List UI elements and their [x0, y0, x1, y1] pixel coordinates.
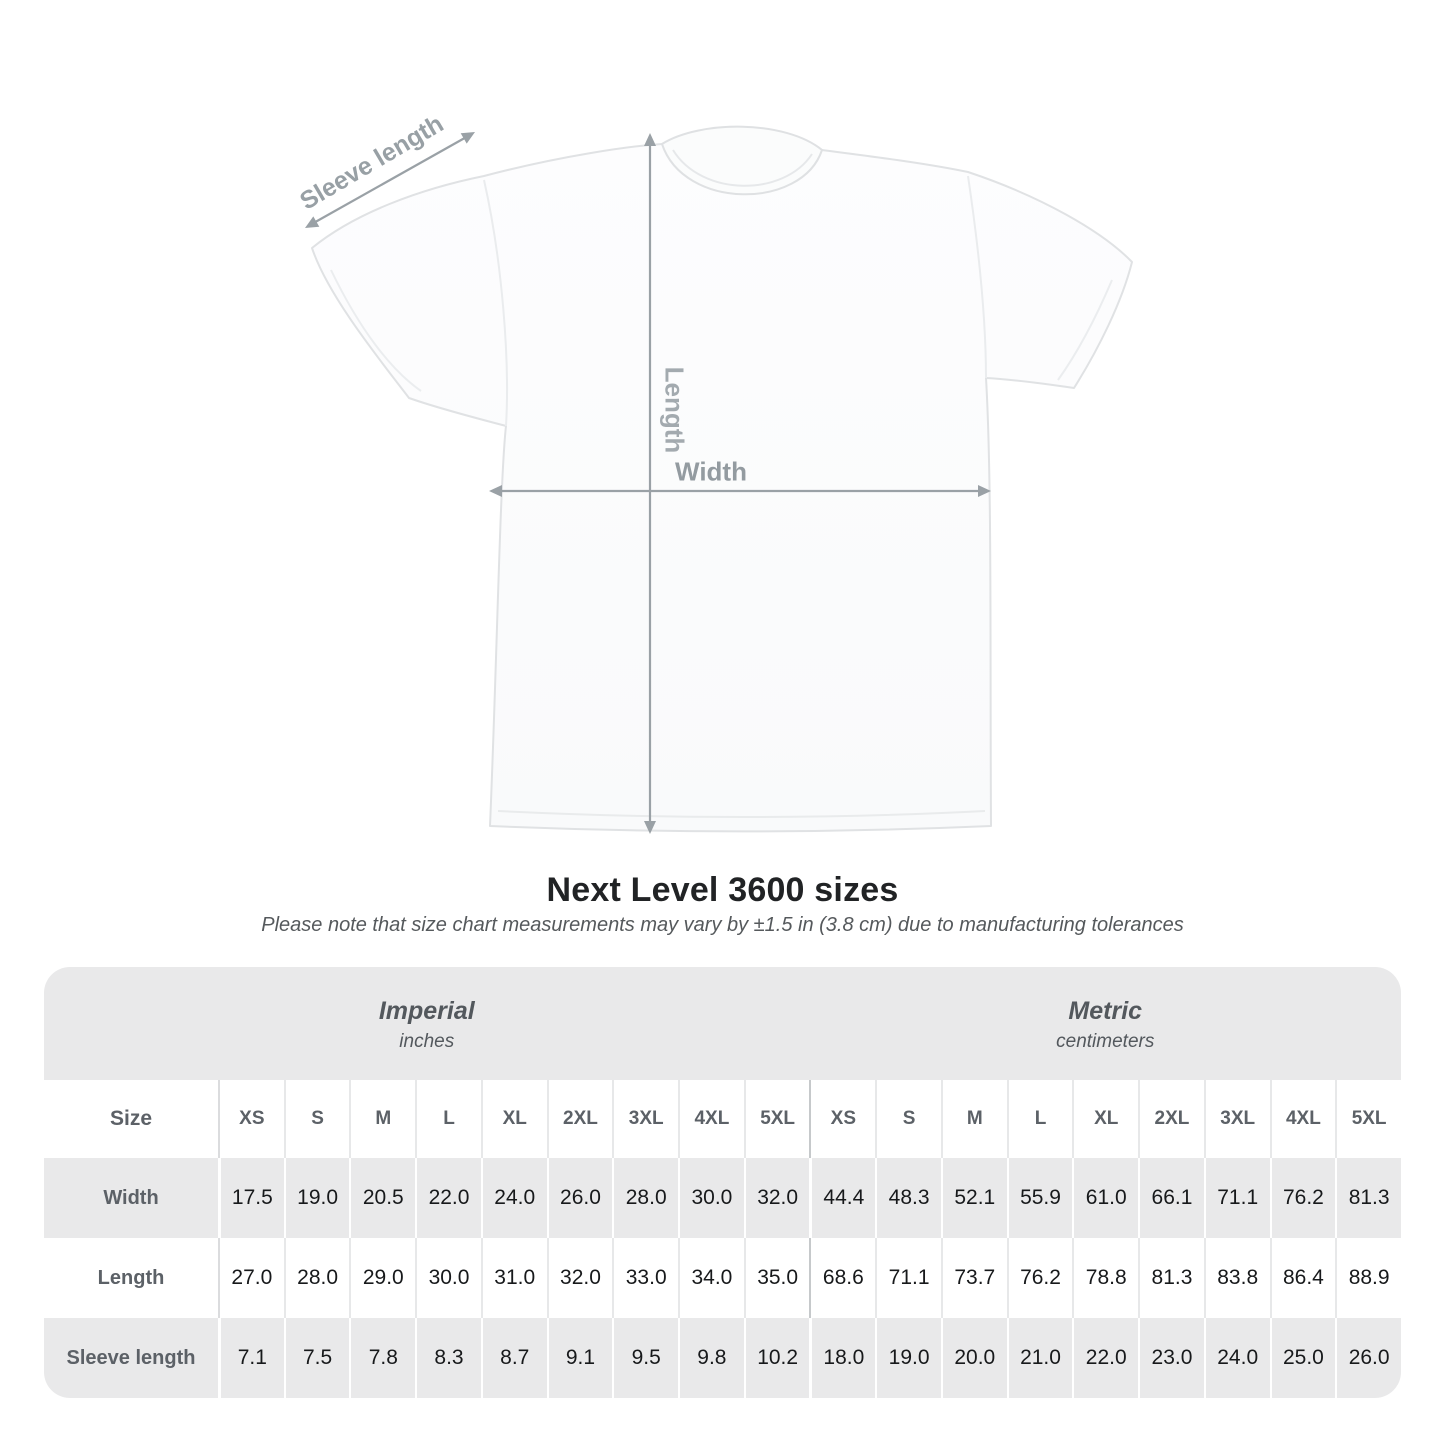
metric-value — [1270, 1238, 1336, 1318]
metric-size-header-4xl — [1270, 1080, 1336, 1158]
imperial-value — [218, 1318, 284, 1398]
row-label-text: Width — [103, 1186, 159, 1209]
metric-value — [1204, 1238, 1270, 1318]
imperial-value-text: 35.0 — [757, 1266, 799, 1289]
metric-value-text: 83.8 — [1217, 1266, 1259, 1289]
imperial-value-text: 7.8 — [368, 1346, 398, 1369]
metric-value-text: 71.1 — [1217, 1186, 1259, 1209]
imperial-size-header-xl — [481, 1080, 547, 1158]
metric-size-header-s-text: S — [902, 1108, 916, 1129]
imperial-size-header-3xl-text: 3XL — [628, 1108, 664, 1129]
imperial-value-text: 8.7 — [500, 1346, 530, 1369]
imperial-size-header-l — [415, 1080, 481, 1158]
metric-value-text: 81.3 — [1348, 1186, 1390, 1209]
imperial-group-header — [44, 967, 810, 1080]
metric-value — [941, 1318, 1007, 1398]
imperial-size-header-4xl-text: 4XL — [694, 1108, 730, 1129]
imperial-size-header-l-text: L — [443, 1108, 455, 1129]
metric-value — [1270, 1158, 1336, 1238]
imperial-value — [678, 1238, 744, 1318]
metric-size-header-4xl-text: 4XL — [1285, 1108, 1321, 1129]
metric-size-header-3xl-text: 3XL — [1220, 1108, 1256, 1129]
imperial-value-text: 28.0 — [297, 1266, 339, 1289]
metric-value-text: 73.7 — [954, 1266, 996, 1289]
imperial-value — [744, 1158, 810, 1238]
metric-value — [1072, 1238, 1138, 1318]
imperial-value — [349, 1158, 415, 1238]
imperial-value — [481, 1158, 547, 1238]
imperial-value-text: 29.0 — [362, 1266, 404, 1289]
imperial-value-text: 33.0 — [625, 1266, 667, 1289]
imperial-value-text: 17.5 — [231, 1186, 273, 1209]
metric-size-header-5xl — [1335, 1080, 1401, 1158]
metric-value — [1204, 1318, 1270, 1398]
imperial-size-header-s-text: S — [311, 1108, 324, 1129]
metric-value-text: 76.2 — [1282, 1186, 1324, 1209]
metric-size-header-l-text: L — [1034, 1108, 1047, 1129]
imperial-value-text: 30.0 — [428, 1266, 470, 1289]
size-table-body — [44, 1158, 1401, 1398]
metric-value — [1007, 1238, 1073, 1318]
page-title: Next Level 3600 sizes — [546, 871, 899, 909]
metric-value — [941, 1238, 1007, 1318]
imperial-value — [547, 1238, 613, 1318]
table-row-sleeve-length — [44, 1318, 1401, 1398]
size-corner-header — [44, 1080, 218, 1158]
tolerance-note: Please note that size chart measurements may vary by ±1.5 in (3.8 cm) due to manufacturing tolerances — [261, 914, 1184, 936]
imperial-value — [744, 1238, 810, 1318]
imperial-value-text: 19.0 — [297, 1186, 339, 1209]
table-row-length — [44, 1238, 1401, 1318]
imperial-value-text: 10.2 — [757, 1346, 799, 1369]
imperial-size-header-xs — [218, 1080, 284, 1158]
metric-value — [1138, 1318, 1204, 1398]
metric-value — [1335, 1238, 1401, 1318]
metric-size-header-2xl — [1138, 1080, 1204, 1158]
length-diagram-label: Length — [659, 366, 690, 454]
metric-value — [1138, 1238, 1204, 1318]
metric-value-text: 71.1 — [888, 1266, 930, 1289]
metric-value — [1335, 1158, 1401, 1238]
imperial-value-text: 7.5 — [302, 1346, 333, 1369]
metric-value-text: 25.0 — [1282, 1346, 1324, 1369]
imperial-value — [349, 1238, 415, 1318]
metric-value-text: 26.0 — [1348, 1346, 1390, 1369]
imperial-value — [678, 1318, 744, 1398]
metric-value — [1335, 1318, 1401, 1398]
imperial-value-text: 27.0 — [231, 1266, 273, 1289]
metric-size-header-xs-text: XS — [830, 1108, 857, 1129]
imperial-size-header-m-text: M — [375, 1108, 392, 1129]
imperial-units-label: inches — [399, 1031, 455, 1052]
imperial-size-header-2xl — [547, 1080, 613, 1158]
imperial-value-text: 32.0 — [757, 1186, 799, 1209]
metric-value-text: 61.0 — [1085, 1186, 1127, 1209]
metric-value-text: 81.3 — [1151, 1266, 1193, 1289]
metric-value — [1138, 1158, 1204, 1238]
metric-value — [809, 1158, 875, 1238]
metric-value-text: 76.2 — [1020, 1266, 1061, 1289]
imperial-value-text: 20.5 — [362, 1186, 404, 1209]
metric-value — [1007, 1318, 1073, 1398]
imperial-label: Imperial — [378, 997, 475, 1025]
metric-size-header-xl-text: XL — [1094, 1108, 1119, 1129]
imperial-value-text: 24.0 — [494, 1186, 536, 1209]
imperial-value-text: 22.0 — [428, 1186, 470, 1209]
imperial-value — [349, 1318, 415, 1398]
imperial-value — [481, 1318, 547, 1398]
imperial-value-text: 30.0 — [691, 1186, 733, 1209]
row-label — [44, 1318, 218, 1398]
metric-value — [1072, 1158, 1138, 1238]
row-label-text: Length — [97, 1266, 165, 1289]
imperial-size-header-xs-text: XS — [239, 1108, 265, 1129]
imperial-value-text: 28.0 — [625, 1186, 667, 1209]
imperial-value — [218, 1238, 284, 1318]
sleeve-length-diagram-label: Sleeve length — [295, 109, 449, 216]
imperial-size-header-4xl — [678, 1080, 744, 1158]
imperial-value-text: 34.0 — [691, 1266, 733, 1289]
metric-size-header-xs — [809, 1080, 875, 1158]
imperial-size-header-xl-text: XL — [502, 1108, 527, 1129]
imperial-value — [481, 1238, 547, 1318]
size-table — [44, 967, 1401, 1398]
metric-value-text: 78.8 — [1085, 1266, 1127, 1289]
metric-value — [1270, 1318, 1336, 1398]
metric-units-label: centimeters — [1056, 1031, 1155, 1052]
imperial-size-header-5xl — [744, 1080, 810, 1158]
metric-value — [1204, 1158, 1270, 1238]
imperial-value-text: 26.0 — [560, 1186, 601, 1209]
metric-value-text: 19.0 — [888, 1346, 930, 1369]
metric-size-header-2xl-text: 2XL — [1154, 1108, 1190, 1129]
unit-group-header-row — [44, 967, 1401, 1080]
metric-value — [941, 1158, 1007, 1238]
metric-value-text: 44.4 — [823, 1186, 865, 1209]
metric-value-text: 48.3 — [888, 1186, 930, 1209]
size-header-row — [44, 1080, 1401, 1158]
metric-value-text: 22.0 — [1085, 1346, 1127, 1369]
imperial-size-header-3xl — [612, 1080, 678, 1158]
metric-size-header-s — [875, 1080, 941, 1158]
metric-value-text: 24.0 — [1217, 1346, 1259, 1369]
imperial-value-text: 9.5 — [631, 1346, 661, 1369]
row-label — [44, 1158, 218, 1238]
metric-value — [809, 1318, 875, 1398]
metric-value-text: 86.4 — [1282, 1266, 1324, 1289]
imperial-value — [415, 1238, 481, 1318]
size-corner-header-text: Size — [109, 1107, 153, 1130]
metric-value — [809, 1238, 875, 1318]
metric-value — [1007, 1158, 1073, 1238]
metric-value-text: 88.9 — [1348, 1266, 1390, 1289]
imperial-value-text: 9.1 — [565, 1346, 596, 1369]
metric-value-text: 20.0 — [954, 1346, 996, 1369]
imperial-value — [415, 1318, 481, 1398]
imperial-value-text: 31.0 — [494, 1266, 536, 1289]
metric-size-header-3xl — [1204, 1080, 1270, 1158]
imperial-value-text: 32.0 — [560, 1266, 601, 1289]
metric-value — [875, 1318, 941, 1398]
imperial-value-text: 8.3 — [434, 1346, 464, 1369]
metric-size-header-l — [1007, 1080, 1073, 1158]
metric-value-text: 23.0 — [1151, 1346, 1193, 1369]
imperial-size-header-m — [349, 1080, 415, 1158]
imperial-value — [284, 1158, 350, 1238]
metric-size-header-xl — [1072, 1080, 1138, 1158]
metric-label: Metric — [1068, 997, 1143, 1025]
imperial-value — [744, 1318, 810, 1398]
imperial-value — [415, 1158, 481, 1238]
metric-size-header-m — [941, 1080, 1007, 1158]
imperial-value — [678, 1158, 744, 1238]
imperial-value — [612, 1158, 678, 1238]
imperial-size-header-2xl-text: 2XL — [563, 1108, 598, 1129]
metric-size-header-m-text: M — [966, 1108, 983, 1129]
row-label-text: Sleeve length — [66, 1346, 196, 1369]
metric-value-text: 66.1 — [1151, 1186, 1193, 1209]
imperial-value — [284, 1318, 350, 1398]
metric-value-text: 68.6 — [822, 1266, 864, 1289]
table-row-width — [44, 1158, 1401, 1238]
imperial-size-header-5xl-text: 5XL — [760, 1108, 796, 1129]
imperial-value-text: 7.1 — [237, 1346, 267, 1369]
imperial-value-text: 9.8 — [697, 1346, 727, 1369]
imperial-value — [218, 1158, 284, 1238]
metric-size-header-5xl-text: 5XL — [1351, 1108, 1387, 1129]
metric-value-text: 18.0 — [823, 1346, 865, 1369]
imperial-value — [284, 1238, 350, 1318]
imperial-value — [612, 1318, 678, 1398]
imperial-value — [547, 1318, 613, 1398]
metric-value-text: 55.9 — [1020, 1186, 1061, 1209]
metric-group-header — [810, 967, 1402, 1080]
metric-value-text: 21.0 — [1020, 1346, 1061, 1369]
imperial-size-header-s — [284, 1080, 350, 1158]
metric-value — [1072, 1318, 1138, 1398]
row-label — [44, 1238, 218, 1318]
imperial-value — [612, 1238, 678, 1318]
metric-value — [875, 1238, 941, 1318]
metric-value — [875, 1158, 941, 1238]
width-diagram-label: Width — [675, 456, 747, 487]
metric-value-text: 52.1 — [954, 1186, 996, 1209]
imperial-value — [547, 1158, 613, 1238]
